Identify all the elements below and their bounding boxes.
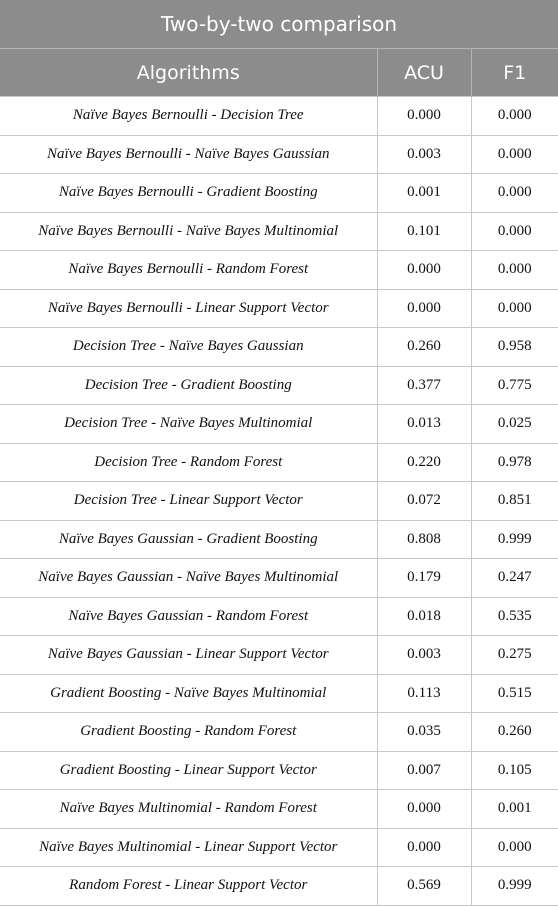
f1-value-cell: 0.000 [471, 212, 558, 251]
f1-value-cell: 0.000 [471, 828, 558, 867]
algorithm-pair-cell: Naïve Bayes Gaussian - Gradient Boosting [0, 520, 377, 559]
table-title: Two-by-two comparison [0, 0, 558, 49]
acu-value-cell: 0.001 [377, 174, 471, 213]
column-header-f1: F1 [471, 49, 558, 97]
table-row [0, 636, 558, 675]
algorithm-pair-cell: Naïve Bayes Bernoulli - Naïve Bayes Gaussian [0, 135, 377, 174]
acu-value-cell: 0.035 [377, 713, 471, 752]
algorithm-pair-cell: Naïve Bayes Gaussian - Linear Support Vector [0, 636, 377, 675]
acu-value-cell: 0.000 [377, 790, 471, 829]
acu-value-cell: 0.000 [377, 289, 471, 328]
acu-value-cell: 0.000 [377, 251, 471, 290]
table-row [0, 674, 558, 713]
table-row [0, 97, 558, 136]
table-row [0, 251, 558, 290]
acu-value-cell: 0.113 [377, 674, 471, 713]
f1-value-cell: 0.025 [471, 405, 558, 444]
column-header-algorithms: Algorithms [0, 49, 377, 97]
acu-value-cell: 0.569 [377, 867, 471, 906]
algorithm-pair-cell: Decision Tree - Random Forest [0, 443, 377, 482]
f1-value-cell: 0.000 [471, 174, 558, 213]
acu-value-cell: 0.260 [377, 328, 471, 367]
acu-value-cell: 0.003 [377, 135, 471, 174]
acu-value-cell: 0.003 [377, 636, 471, 675]
acu-value-cell: 0.072 [377, 482, 471, 521]
algorithm-pair-cell: Decision Tree - Naïve Bayes Multinomial [0, 405, 377, 444]
acu-value-cell: 0.007 [377, 751, 471, 790]
table-row [0, 828, 558, 867]
table-row [0, 520, 558, 559]
table-row [0, 174, 558, 213]
table-row [0, 559, 558, 598]
table-row [0, 289, 558, 328]
f1-value-cell: 0.999 [471, 520, 558, 559]
f1-value-cell: 0.247 [471, 559, 558, 598]
acu-value-cell: 0.013 [377, 405, 471, 444]
algorithm-pair-cell: Decision Tree - Linear Support Vector [0, 482, 377, 521]
f1-value-cell: 0.260 [471, 713, 558, 752]
f1-value-cell: 0.001 [471, 790, 558, 829]
f1-value-cell: 0.000 [471, 135, 558, 174]
algorithm-pair-cell: Naïve Bayes Bernoulli - Gradient Boosting [0, 174, 377, 213]
algorithm-pair-cell: Random Forest - Linear Support Vector [0, 867, 377, 906]
acu-value-cell: 0.808 [377, 520, 471, 559]
table-row [0, 212, 558, 251]
f1-value-cell: 0.978 [471, 443, 558, 482]
table-row [0, 328, 558, 367]
table-row [0, 135, 558, 174]
acu-value-cell: 0.000 [377, 828, 471, 867]
table-header-row [0, 49, 558, 97]
f1-value-cell: 0.000 [471, 97, 558, 136]
f1-value-cell: 0.000 [471, 251, 558, 290]
table-title-row [0, 0, 558, 49]
table-row [0, 597, 558, 636]
f1-value-cell: 0.958 [471, 328, 558, 367]
f1-value-cell: 0.775 [471, 366, 558, 405]
algorithm-pair-cell: Naïve Bayes Bernoulli - Random Forest [0, 251, 377, 290]
acu-value-cell: 0.220 [377, 443, 471, 482]
f1-value-cell: 0.999 [471, 867, 558, 906]
acu-value-cell: 0.018 [377, 597, 471, 636]
acu-value-cell: 0.101 [377, 212, 471, 251]
algorithm-pair-cell: Naïve Bayes Gaussian - Random Forest [0, 597, 377, 636]
f1-value-cell: 0.535 [471, 597, 558, 636]
f1-value-cell: 0.000 [471, 289, 558, 328]
column-header-acu: ACU [377, 49, 471, 97]
algorithm-pair-cell: Decision Tree - Gradient Boosting [0, 366, 377, 405]
algorithm-pair-cell: Gradient Boosting - Naïve Bayes Multinomial [0, 674, 377, 713]
table-row [0, 405, 558, 444]
algorithm-pair-cell: Naïve Bayes Gaussian - Naïve Bayes Multinomial [0, 559, 377, 598]
acu-value-cell: 0.179 [377, 559, 471, 598]
acu-value-cell: 0.000 [377, 97, 471, 136]
table-row [0, 443, 558, 482]
f1-value-cell: 0.275 [471, 636, 558, 675]
algorithm-pair-cell: Naïve Bayes Multinomial - Linear Support Vector [0, 828, 377, 867]
algorithm-pair-cell: Gradient Boosting - Linear Support Vector [0, 751, 377, 790]
table-row [0, 713, 558, 752]
table-row [0, 790, 558, 829]
f1-value-cell: 0.515 [471, 674, 558, 713]
algorithm-pair-cell: Gradient Boosting - Random Forest [0, 713, 377, 752]
algorithm-pair-cell: Naïve Bayes Bernoulli - Decision Tree [0, 97, 377, 136]
table-row [0, 482, 558, 521]
algorithm-pair-cell: Naïve Bayes Multinomial - Random Forest [0, 790, 377, 829]
algorithm-pair-cell: Naïve Bayes Bernoulli - Naïve Bayes Multinomial [0, 212, 377, 251]
table-row [0, 366, 558, 405]
table-row [0, 751, 558, 790]
f1-value-cell: 0.851 [471, 482, 558, 521]
f1-value-cell: 0.105 [471, 751, 558, 790]
table-body [0, 97, 558, 906]
acu-value-cell: 0.377 [377, 366, 471, 405]
algorithm-pair-cell: Naïve Bayes Bernoulli - Linear Support Vector [0, 289, 377, 328]
algorithm-pair-cell: Decision Tree - Naïve Bayes Gaussian [0, 328, 377, 367]
table-row [0, 867, 558, 906]
